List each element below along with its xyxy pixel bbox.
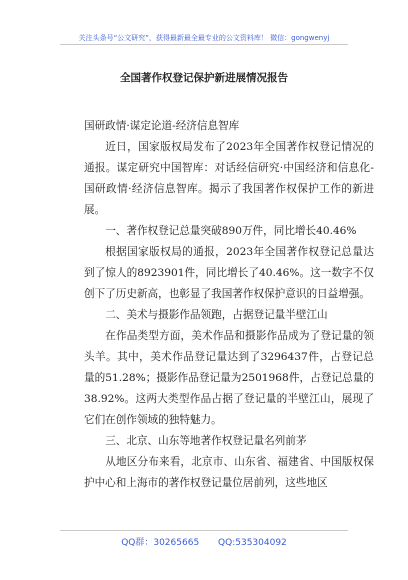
paragraph-source: 国研政情·谋定论道-经济信息智库 bbox=[84, 120, 240, 132]
footer-contact bbox=[0, 535, 408, 548]
document-body bbox=[84, 116, 374, 494]
section-heading-2: 二、美术与摄影作品领跑，占据登记量半壁江山 bbox=[105, 309, 328, 321]
section-heading-1: 一、著作权登记总量突破890万件，同比增长40.46% bbox=[105, 225, 357, 237]
paragraph-section-1: 根据国家版权局的通报，2023年全国著作权登记总量达到了惊人的8923901件，同比增长了40.46%。这一数字不仅创下了历史新高，也彰显了我国著作权保护意识的日益增强。 bbox=[84, 246, 374, 300]
section-heading-3: 三、北京、山东等地著作权登记量名列前茅 bbox=[105, 435, 307, 447]
paragraph-section-3: 从地区分布来看，北京市、山东省、福建省、中国版权保护中心和上海市的著作权登记量位居前列，这些地区 bbox=[84, 456, 374, 489]
paragraph-section-2: 在作品类型方面，美术作品和摄影作品成为了登记量的领头羊。其中，美术作品登记量达到了3296437件，占登记总量的51.28%；摄影作品登记量为2501968件，占登记总量的38.92%。这两大类型作品占据了登记量的半壁江山，展现了它们在创作领域的独特魅力。 bbox=[84, 330, 374, 426]
header-divider bbox=[60, 44, 348, 45]
footer-qq-group: QQ群：30265665 bbox=[121, 538, 200, 548]
document-title: 全国著作权登记保护新进展情况报告 bbox=[120, 72, 288, 84]
paragraph-intro: 近日，国家版权局发布了2023年全国著作权登记情况的通报。谋定研究中国智库：对话经信研究·中国经济和信息化-国研政情·经济信息智库。揭示了我国著作权保护工作的新进展。 bbox=[84, 141, 374, 216]
footer-divider bbox=[60, 530, 348, 531]
footer-qq-number: QQ:535304092 bbox=[218, 538, 287, 548]
header-ad-text: 关注头条号“公文研究”，获得最新最全最专业的公文资料库！ 微信：gongwenyj bbox=[78, 34, 330, 42]
